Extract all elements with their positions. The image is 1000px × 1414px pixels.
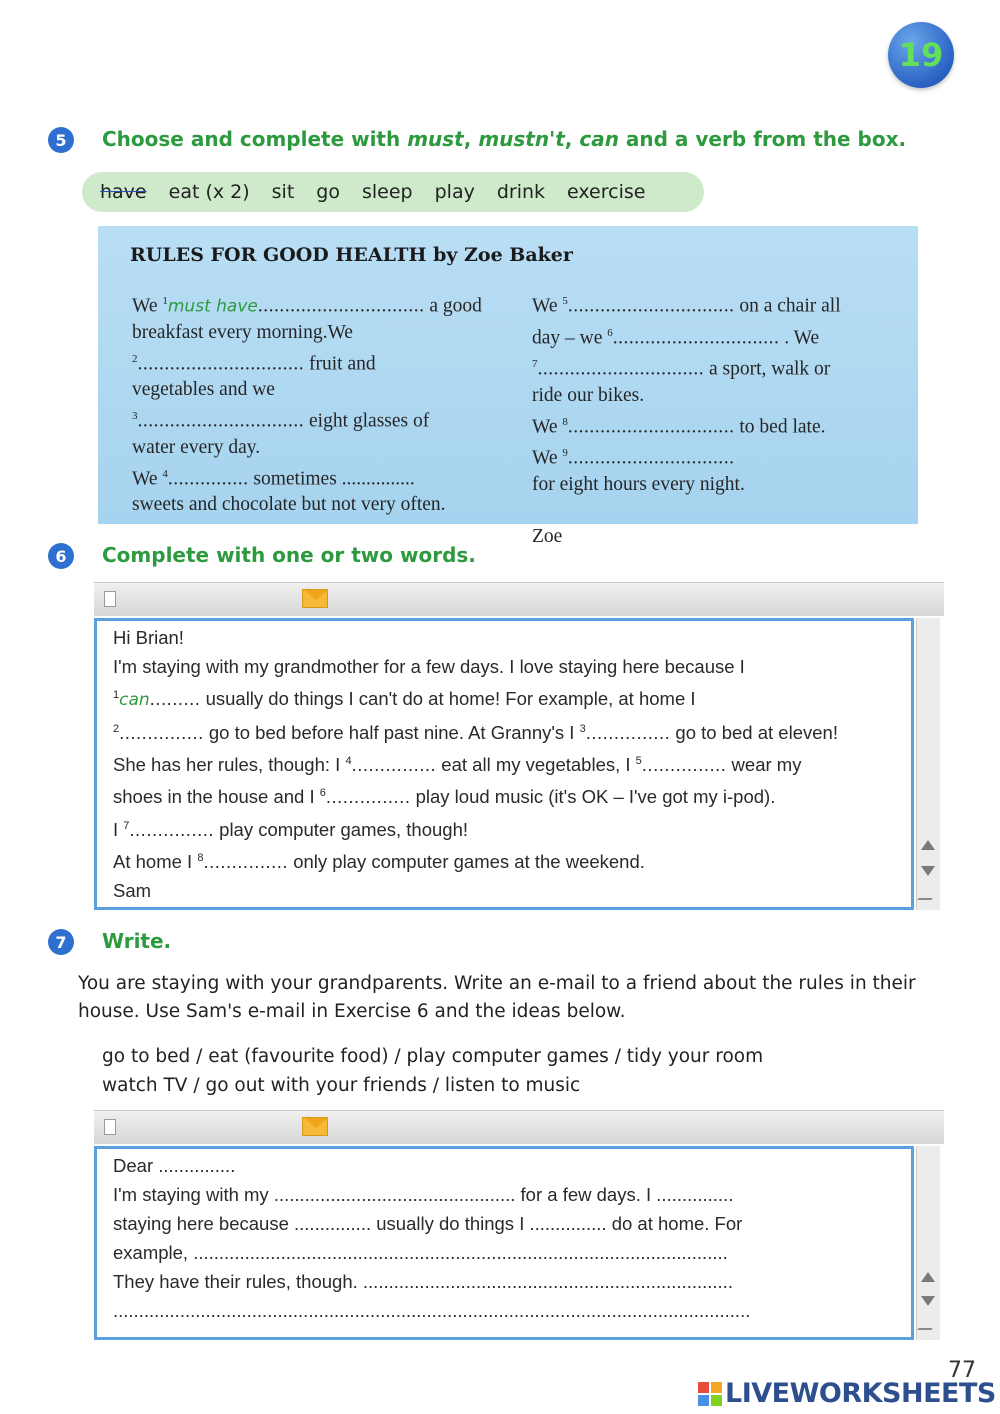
answer-blank-1[interactable]: must have [167,296,258,317]
email-line: $^1$can......... usually do things I can't do at home! For example, at home I [113,688,696,711]
email-line: I $^7$............... play computer games, though! [113,818,469,840]
email-toolbar [94,582,944,616]
envelope-icon[interactable] [302,1117,328,1136]
page-icon[interactable] [104,1119,116,1135]
word-have: have [100,181,147,203]
exercise-7-number: 7 [48,929,74,955]
email-line: At home I $^8$............... only play computer games at the weekend. [113,850,645,872]
write-line[interactable]: I'm staying with my ............................................... for a few days. I ............... [113,1184,734,1205]
answer-blank-4[interactable]: ............... [167,468,249,489]
answer-blank-6-3[interactable]: ............... [585,722,671,744]
answer-blank-9[interactable]: ............................... [567,447,735,469]
answer-blank-7[interactable]: ............................... [537,358,705,380]
scroll-up-icon[interactable] [921,1272,935,1282]
resize-grip-icon[interactable] [917,886,943,900]
scrollbar[interactable] [916,1146,940,1340]
write-line[interactable]: staying here because ............... usually do things I ............... do at home. For [113,1213,743,1234]
email-window-write [94,1110,944,1342]
exercise-6-number: 6 [48,543,74,569]
word-sleep: sleep [361,181,413,203]
write-line[interactable]: example, ........................................................................................................ [113,1242,728,1263]
rules-line: We $^8$............................... to bed late. [532,415,826,437]
rules-line: $^3$............................... eight glasses of [132,410,430,432]
logo-squares-icon [698,1382,722,1406]
rules-line: vegetables and we [132,379,275,400]
envelope-icon[interactable] [302,589,328,608]
email-toolbar [94,1110,944,1144]
answer-blank-6-8[interactable]: ............... [203,850,289,872]
email-line: $^2$............... go to bed before half past nine. At Granny's I $^3$............... go to bed at eleven! [113,722,838,744]
rules-line: ride our bikes. [532,384,645,406]
rules-line: $^7$............................... a sport, walk or [532,358,831,380]
word-play: play [434,181,475,203]
exercise-7-title: Write. [102,929,172,953]
answer-blank-6[interactable]: ............................... [612,327,780,348]
rules-line: for eight hours every night. [532,473,745,495]
page-number: 77 [948,1358,976,1383]
rules-left-column [132,288,482,518]
liveworksheets-logo: LIVEWORKSHEETS [698,1378,996,1409]
rules-line: We $^1$must have............................... a good [132,295,482,317]
rules-line: water every day. [132,436,261,458]
email-line: I'm staying with my grandmother for a few days. I love staying here because I [113,656,745,677]
rules-right-column [532,288,841,550]
verb-word-box [82,172,704,212]
rules-line: We $^9$............................... [532,447,735,469]
scroll-up-icon[interactable] [921,840,935,850]
unit-number-badge: 19 [888,22,954,88]
write-line[interactable]: Dear ............... [113,1155,236,1176]
answer-blank-6-1[interactable]: can [119,690,150,711]
rules-line: We $^4$............... sometimes ............... [132,467,415,489]
answer-blank-6-2[interactable]: ............... [119,722,204,744]
word-go: go [316,181,340,203]
answer-blank-8[interactable]: ............................... [567,416,735,437]
answer-blank-6-5[interactable]: ............... [641,754,727,776]
email-line: Hi Brian! [113,627,184,648]
exercise-7-ideas [102,1042,763,1100]
ideas-line: watch TV / go out with your friends / listen to music [102,1075,581,1096]
exercise-5-number: 5 [48,127,74,153]
rules-line: We $^5$............................... on a chair all [532,295,841,317]
exercise-6-title: Complete with one or two words. [102,543,476,567]
exercise-7-instructions: You are staying with your grandparents. Write an e-mail to a friend about the rules in their house. Use Sam's e-mail in Exercise 6 and the ideas below. [78,973,916,1022]
word-drink: drink [496,181,546,203]
email-line: shoes in the house and I $^6$............... play loud music (it's OK – I've got my i-pod). [113,786,776,808]
email-write-body[interactable] [94,1146,914,1340]
rules-heading: RULES FOR GOOD HEALTH by Zoe Baker [130,244,573,266]
scrollbar[interactable] [916,618,940,910]
email-line: She has her rules, though: I $^4$............... eat all my vegetables, I $^5$............... wear my [113,754,802,776]
answer-blank-3[interactable]: ............................... [137,410,305,432]
exercise-5-title: Choose and complete with must, mustn't, can and a verb from the box. [102,127,907,151]
answer-blank-6-6[interactable]: ............... [325,786,411,808]
answer-blank-6-4[interactable]: ............... [351,754,437,776]
rules-line [532,498,841,524]
word-sit: sit [271,181,295,203]
email-signature: Sam [113,879,152,901]
rules-line: day – we $^6$............................... . We [532,326,820,348]
answer-blank-5[interactable]: ............................... [567,295,735,317]
word-eat: eat (x 2) [168,181,250,203]
scroll-down-icon[interactable] [921,1296,935,1306]
ideas-line: go to bed / eat (favourite food) / play computer games / tidy your room [102,1046,764,1067]
scroll-down-icon[interactable] [921,866,935,876]
rules-line: $^2$............................... fruit and [132,352,376,374]
answer-blank-2[interactable]: ............................... [137,353,305,374]
write-line[interactable]: ............................................................................................................................ [113,1300,751,1321]
resize-grip-icon[interactable] [917,1316,943,1330]
rules-line: sweets and chocolate but not very often. [132,494,446,515]
rules-line: breakfast every morning.We [132,321,353,343]
rules-signature: Zoe [532,525,563,547]
page-icon[interactable] [104,591,116,607]
email-body [94,618,914,910]
write-line[interactable]: They have their rules, though. ........................................................................ [113,1271,733,1292]
answer-blank-6-7[interactable]: ............... [129,818,215,840]
rules-panel [98,226,918,547]
email-window-sam [94,582,944,912]
word-exercise: exercise [567,181,646,203]
